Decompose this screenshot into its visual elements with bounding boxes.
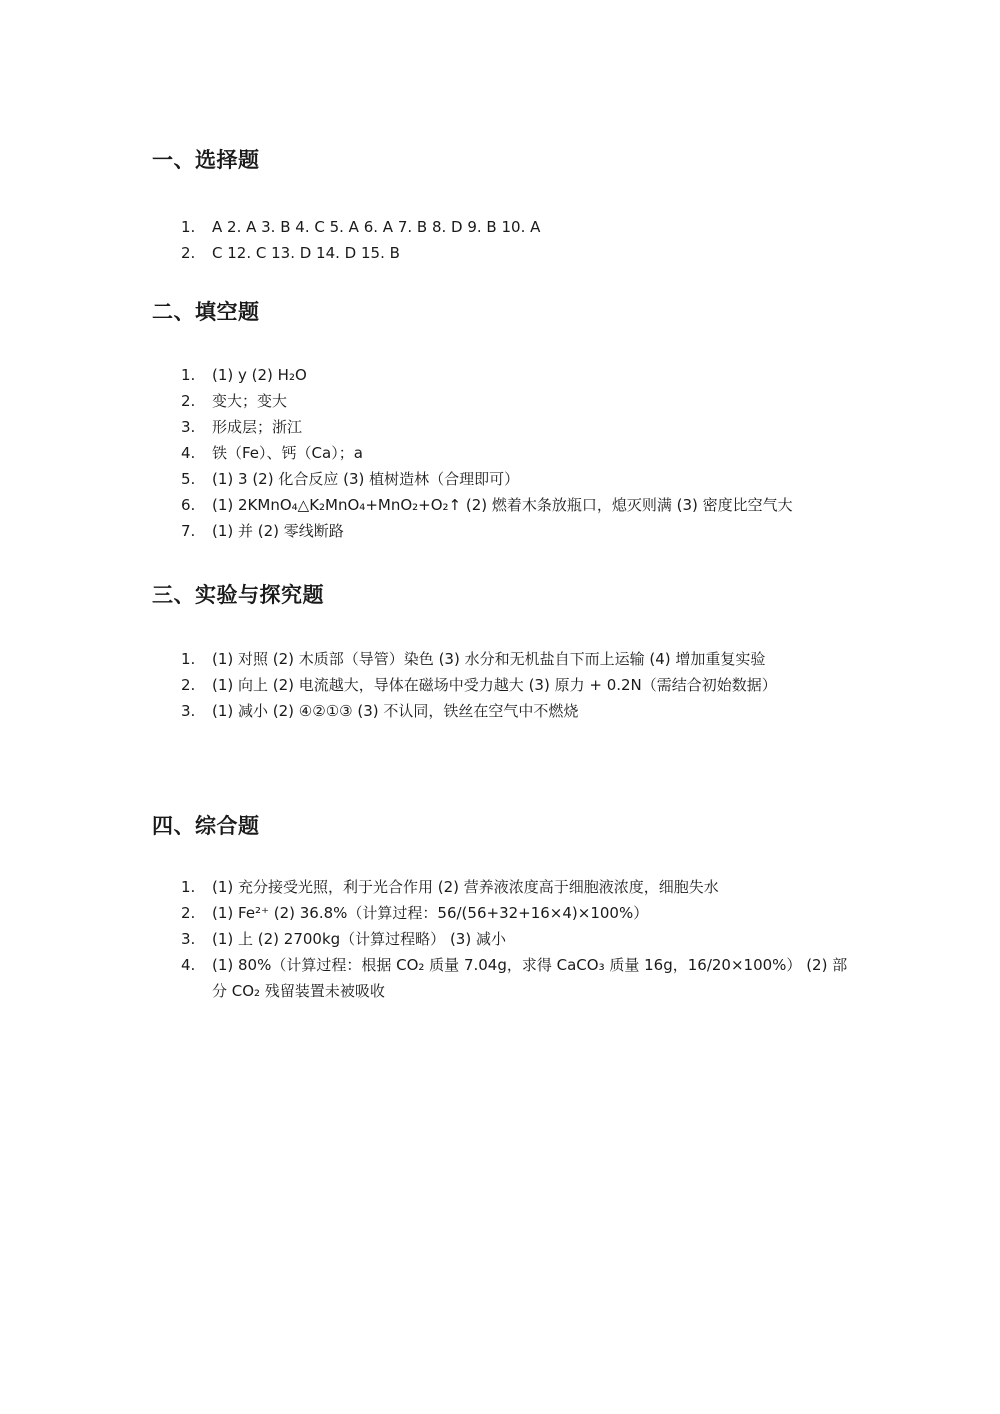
section-title: 一、选择题 bbox=[152, 148, 260, 172]
section-experiment-inquiry bbox=[152, 581, 852, 724]
list-item bbox=[152, 874, 852, 900]
item-text: (1) y (2) H₂O bbox=[212, 366, 307, 384]
answer-list bbox=[152, 874, 852, 1004]
item-text: (1) Fe²⁺ (2) 36.8%（计算过程：56/(56+32+16×4)×100%） bbox=[212, 904, 649, 922]
section-title: 三、实验与探究题 bbox=[152, 583, 324, 607]
answer-list bbox=[152, 646, 852, 724]
item-text: 铁（Fe）、钙（Ca）；a bbox=[212, 444, 363, 462]
item-number: 2. bbox=[181, 244, 196, 262]
item-number: 1. bbox=[181, 218, 196, 236]
list-item bbox=[152, 240, 852, 266]
list-item bbox=[152, 362, 852, 388]
item-text: (1) 充分接受光照，利于光合作用 (2) 营养液浓度高于细胞液浓度，细胞失水 bbox=[212, 878, 719, 896]
item-text: (1) 上 (2) 2700kg（计算过程略） (3) 减小 bbox=[212, 930, 506, 948]
section-fill-in-blank bbox=[152, 298, 852, 544]
list-item bbox=[152, 952, 852, 1004]
item-number: 7. bbox=[181, 522, 196, 540]
list-item bbox=[152, 414, 852, 440]
item-number: 5. bbox=[181, 470, 196, 488]
item-number: 4. bbox=[181, 956, 196, 974]
list-item bbox=[152, 646, 852, 672]
item-text: 变大；变大 bbox=[212, 392, 288, 410]
item-text: (1) 减小 (2) ④②①③ (3) 不认同，铁丝在空气中不燃烧 bbox=[212, 702, 579, 720]
item-number: 1. bbox=[181, 366, 196, 384]
item-number: 3. bbox=[181, 418, 196, 436]
item-number: 2. bbox=[181, 392, 196, 410]
list-item bbox=[152, 518, 852, 544]
item-number: 3. bbox=[181, 930, 196, 948]
list-item bbox=[152, 388, 852, 414]
item-number: 4. bbox=[181, 444, 196, 462]
list-item bbox=[152, 698, 852, 724]
item-text: C 12. C 13. D 14. D 15. B bbox=[212, 244, 400, 262]
list-item bbox=[152, 672, 852, 698]
item-text: (1) 对照 (2) 木质部（导管）染色 (3) 水分和无机盐自下而上运输 (4) 增加重复实验 bbox=[212, 650, 766, 668]
section-title: 四、综合题 bbox=[152, 814, 260, 838]
item-number: 2. bbox=[181, 676, 196, 694]
list-item bbox=[152, 492, 852, 518]
answer-list bbox=[152, 362, 852, 544]
list-item bbox=[152, 466, 852, 492]
list-item bbox=[152, 440, 852, 466]
section-multiple-choice bbox=[152, 146, 852, 266]
list-item bbox=[152, 900, 852, 926]
item-number: 3. bbox=[181, 702, 196, 720]
list-item bbox=[152, 214, 852, 240]
item-text: (1) 3 (2) 化合反应 (3) 植树造林（合理即可） bbox=[212, 470, 520, 488]
item-text: (1) 80%（计算过程：根据 CO₂ 质量 7.04g，求得 CaCO₃ 质量 16g，16/20×100%） (2) 部分 CO₂ 残留装置未被吸收 bbox=[212, 956, 848, 1000]
section-title: 二、填空题 bbox=[152, 300, 260, 324]
item-number: 2. bbox=[181, 904, 196, 922]
answer-list bbox=[152, 214, 852, 266]
list-item bbox=[152, 926, 852, 952]
item-number: 6. bbox=[181, 496, 196, 514]
item-text: (1) 2KMnO₄△K₂MnO₄+MnO₂+O₂↑ (2) 燃着木条放瓶口，熄灭则满 (3) 密度比空气大 bbox=[212, 496, 793, 514]
section-comprehensive bbox=[152, 812, 852, 1004]
item-text: (1) 向上 (2) 电流越大，导体在磁场中受力越大 (3) 原力 + 0.2N（需结合初始数据） bbox=[212, 676, 777, 694]
item-text: A 2. A 3. B 4. C 5. A 6. A 7. B 8. D 9. B 10. A bbox=[212, 218, 541, 236]
item-number: 1. bbox=[181, 650, 196, 668]
item-text: (1) 并 (2) 零线断路 bbox=[212, 522, 344, 540]
item-number: 1. bbox=[181, 878, 196, 896]
item-text: 形成层；浙江 bbox=[212, 418, 303, 436]
